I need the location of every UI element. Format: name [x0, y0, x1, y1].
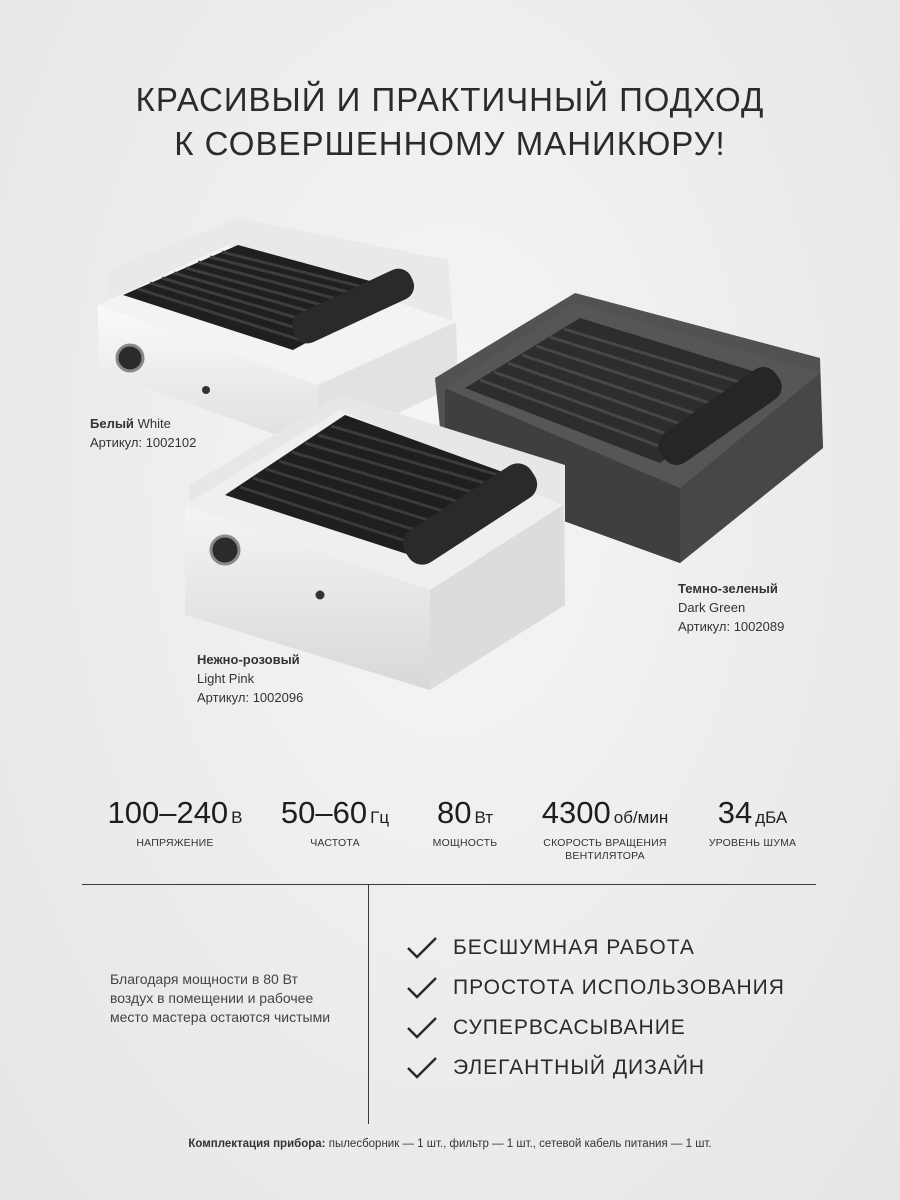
page-title: [0, 78, 900, 166]
spec-caption: ЧАСТОТА: [310, 837, 360, 849]
white-article: Артикул: 1002102: [90, 435, 197, 450]
spec-value: 80: [436, 795, 472, 830]
spec-unit: В: [231, 808, 243, 827]
vertical-divider: [368, 884, 369, 1124]
power-description: Благодаря мощности в 80 Вт воздух в помещении и рабочее место мастера остаются чистыми: [110, 971, 331, 1025]
spec-caption: НАПРЯЖЕНИЕ: [136, 837, 214, 849]
spec-value: 34: [717, 795, 753, 830]
green-article: Артикул: 1002089: [678, 619, 785, 634]
pink-article: Артикул: 1002096: [197, 690, 304, 705]
spec-noise: [695, 795, 810, 850]
white-name-en: White: [137, 416, 171, 431]
label-white: [90, 414, 196, 452]
feature-text: СУПЕРВСАСЫВАНИЕ: [453, 1016, 686, 1039]
feature-text: ПРОСТОТА ИСПОЛЬЗОВАНИЯ: [453, 976, 785, 999]
spec-value: 50–60: [280, 795, 368, 830]
feature-item: [405, 968, 825, 1008]
green-name-en: Dark Green: [678, 600, 746, 615]
package-label: Комплектация прибора:: [188, 1138, 326, 1150]
spec-frequency: [270, 795, 400, 850]
check-icon: [405, 1015, 439, 1041]
check-icon: [405, 975, 439, 1001]
feature-item: [405, 1048, 825, 1088]
package-contents: [0, 1138, 900, 1150]
feature-item: [405, 928, 825, 968]
device-light-pink-image: [180, 385, 570, 695]
label-dark-green: [678, 579, 784, 636]
package-text: пылесборник — 1 шт., фильтр — 1 шт., сетевой кабель питания — 1 шт.: [325, 1138, 712, 1150]
spec-fan-speed: [525, 795, 685, 863]
spec-voltage: [100, 795, 250, 850]
spec-unit: Вт: [474, 808, 494, 827]
feature-text: ЭЛЕГАНТНЫЙ ДИЗАЙН: [453, 1056, 706, 1079]
spec-unit: дБА: [755, 808, 788, 827]
spec-value: 100–240: [107, 795, 229, 830]
spec-value: 4300: [541, 795, 611, 830]
label-light-pink: [197, 650, 303, 707]
check-icon: [405, 1055, 439, 1081]
pink-name-ru: Нежно-розовый: [197, 652, 300, 667]
spec-caption: УРОВЕНЬ ШУМА: [708, 837, 797, 849]
white-name-ru: Белый: [90, 416, 134, 431]
check-icon: [405, 935, 439, 961]
spec-unit: об/мин: [613, 808, 669, 827]
spec-caption: МОЩНОСТЬ: [432, 837, 498, 849]
spec-power: [420, 795, 510, 850]
green-name-ru: Темно-зеленый: [678, 581, 778, 596]
headline-line-2: К СОВЕРШЕННОМУ МАНИКЮРУ!: [174, 125, 726, 162]
spec-unit: Гц: [370, 808, 390, 827]
specs-row: [90, 795, 810, 875]
feature-item: [405, 1008, 825, 1048]
pink-name-en: Light Pink: [197, 671, 255, 686]
headline-line-1: КРАСИВЫЙ И ПРАКТИЧНЫЙ ПОДХОД: [135, 81, 765, 118]
feature-text: БЕСШУМНАЯ РАБОТА: [453, 936, 695, 959]
features-list: [405, 928, 825, 1088]
horizontal-divider: [82, 884, 816, 885]
spec-caption: СКОРОСТЬ ВРАЩЕНИЯ ВЕНТИЛЯТОРА: [543, 837, 667, 862]
